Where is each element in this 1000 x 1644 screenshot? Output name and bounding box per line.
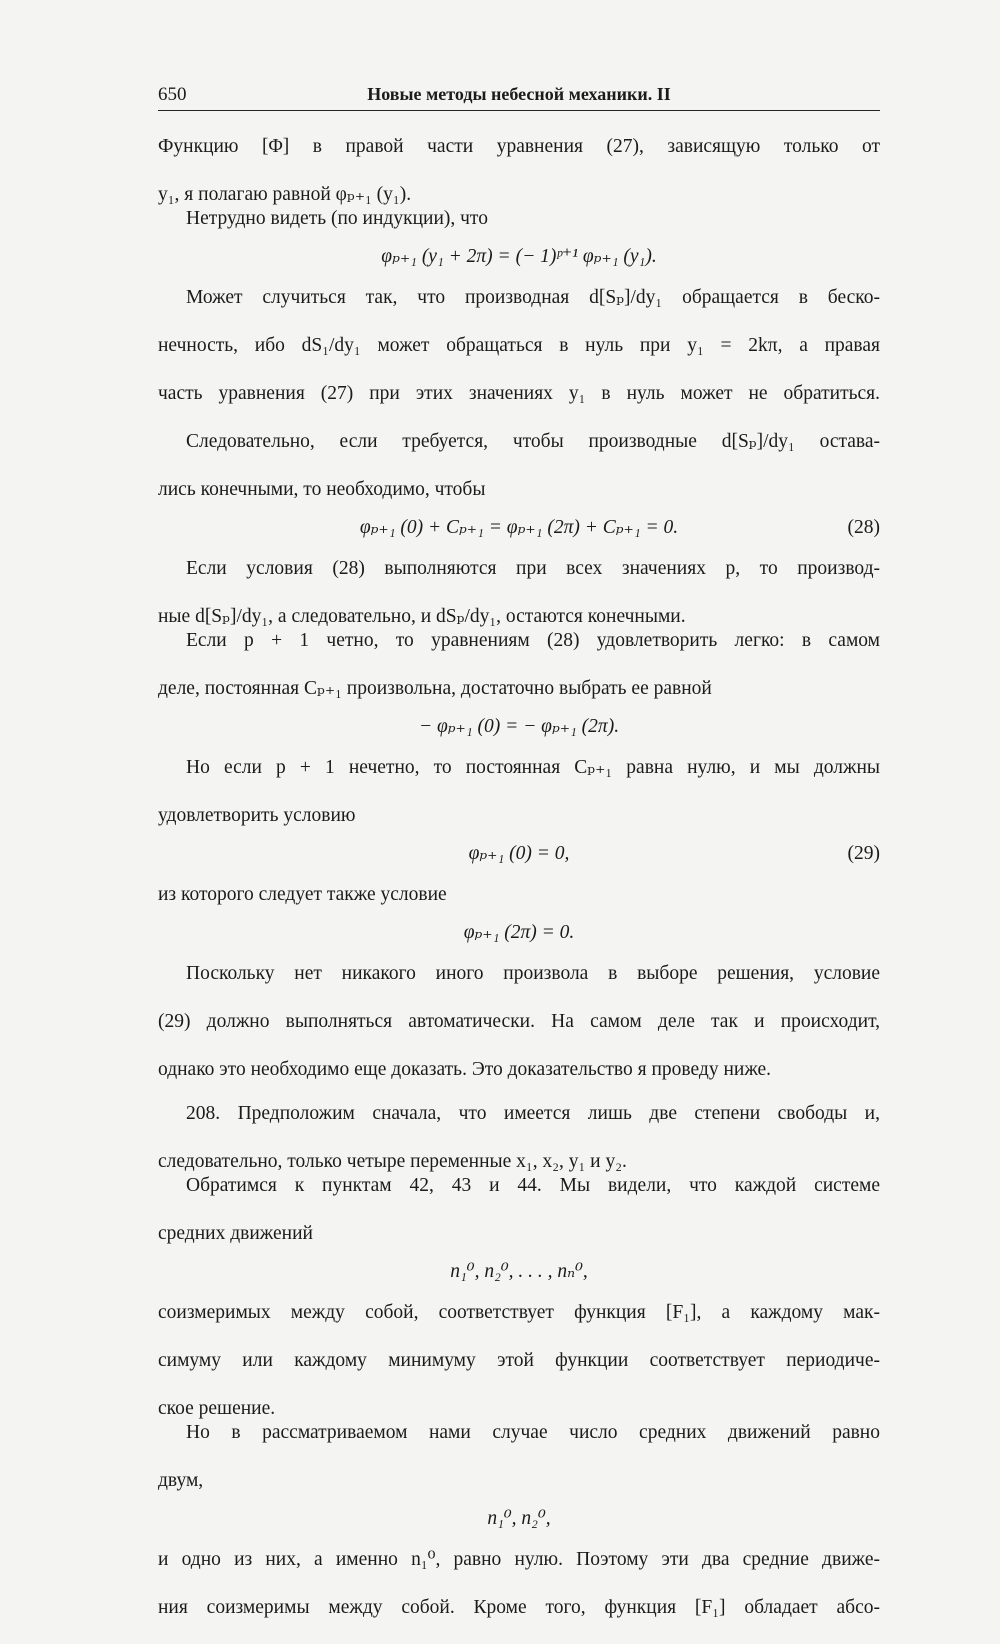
text-line: симуму или каждому минимуму этой функции соответствует периодиче-	[158, 1350, 880, 1371]
formula: φₚ₊₁ (2π) = 0.	[463, 922, 575, 943]
paragraph	[158, 962, 880, 1082]
text-line: ния соизмеримы между собой. Кроме того, функция [F₁] обладает абсо-	[158, 1597, 880, 1618]
page-body	[158, 135, 880, 1644]
text-line: деле, постоянная Cₚ₊₁ произвольна, достаточно выбрать ее равной	[158, 678, 712, 699]
text-line: лись конечными, то необходимо, чтобы	[158, 479, 486, 500]
paragraph	[158, 557, 880, 629]
equation-number: (29)	[847, 843, 880, 864]
equation	[158, 921, 880, 945]
running-title: Новые методы небесной механики. II	[367, 84, 671, 104]
paragraph	[158, 430, 880, 502]
text-line: Нетрудно видеть (по индукции), что	[186, 208, 488, 229]
text-line: двум,	[158, 1470, 204, 1491]
equation	[158, 1507, 880, 1531]
text-line: Но если p + 1 нечетно, то постоянная Cₚ₊₁ равна нулю, и мы должны	[186, 757, 880, 778]
equation	[158, 516, 880, 540]
equation	[158, 1260, 880, 1284]
text-line: удовлетворить условию	[158, 805, 356, 826]
text-line: средних движений	[158, 1223, 313, 1244]
formula: φₚ₊₁ (y₁ + 2π) = (− 1)ᵖ⁺¹ φₚ₊₁ (y₁).	[381, 246, 657, 267]
equation-number: (28)	[847, 517, 880, 538]
formula: − φₚ₊₁ (0) = − φₚ₊₁ (2π).	[418, 716, 620, 737]
paragraph	[158, 1301, 880, 1421]
running-header	[158, 84, 880, 110]
formula: φₚ₊₁ (0) = 0,	[468, 843, 570, 864]
text-line: Может случиться так, что производная d[Sₚ]/dy₁ обращается в беско-	[186, 287, 880, 308]
page-number: 650	[158, 84, 187, 105]
equation	[158, 842, 880, 866]
equation	[158, 245, 880, 269]
paragraph	[158, 135, 880, 207]
paragraph	[158, 883, 880, 907]
formula: φₚ₊₁ (0) + Cₚ₊₁ = φₚ₊₁ (2π) + Cₚ₊₁ = 0.	[359, 517, 679, 538]
text-line: Если p + 1 четно, то уравнениям (28) удовлетворить легко: в самом	[186, 630, 880, 651]
text-line: (29) должно выполняться автоматически. На самом деле так и происходит,	[158, 1011, 880, 1032]
paragraph	[158, 207, 880, 231]
formula: n₁⁰, n₂⁰,	[487, 1508, 551, 1529]
paragraph	[158, 1102, 880, 1174]
text-line: 208. Предположим сначала, что имеется лишь две степени свободы и,	[186, 1103, 880, 1124]
text-line: ные d[Sₚ]/dy₁, а следовательно, и dSₚ/dy₁, остаются конечными.	[158, 606, 686, 627]
equation	[158, 715, 880, 739]
paragraph	[158, 1421, 880, 1493]
paragraph	[158, 286, 880, 430]
text-line: нечность, ибо dS₁/dy₁ может обращаться в нуль при y₁ = 2kπ, а правая	[158, 335, 880, 356]
text-line: из которого следует также условие	[158, 884, 447, 905]
text-line: часть уравнения (27) при этих значениях y₁ в нуль может не обратиться.	[158, 383, 880, 404]
text-line: следовательно, только четыре переменные x₁, x₂, y₁ и y₂.	[158, 1151, 627, 1172]
text-line: однако это необходимо еще доказать. Это доказательство я проведу ниже.	[158, 1059, 772, 1080]
paragraph	[158, 756, 880, 828]
text-line: Но в рассматриваемом нами случае число средних движений равно	[186, 1422, 880, 1443]
section-gap	[158, 1082, 880, 1102]
text-line: и одно из них, а именно n₁⁰, равно нулю. Поэтому эти два средние движе-	[158, 1549, 880, 1570]
paragraph	[158, 629, 880, 701]
paragraph	[158, 1548, 880, 1644]
text-line: Функцию [Φ] в правой части уравнения (27), зависящую только от	[158, 136, 880, 157]
text-line: Следовательно, если требуется, чтобы производные d[Sₚ]/dy₁ остава-	[186, 431, 880, 452]
formula: n₁⁰, n₂⁰, . . . , nₙ⁰,	[450, 1261, 588, 1282]
text-line: ское решение.	[158, 1398, 276, 1419]
text-line: Если условия (28) выполняются при всех значениях p, то производ-	[186, 558, 880, 579]
header-rule	[158, 110, 880, 111]
text-line: Обратимся к пунктам 42, 43 и 44. Мы видели, что каждой системе	[186, 1175, 880, 1196]
text-line: Поскольку нет никакого иного произвола в выборе решения, условие	[186, 963, 880, 984]
text-line: y₁, я полагаю равной φₚ₊₁ (y₁).	[158, 184, 412, 205]
paragraph	[158, 1174, 880, 1246]
text-line: соизмеримых между собой, соответствует функция [F₁], а каждому мак-	[158, 1302, 880, 1323]
